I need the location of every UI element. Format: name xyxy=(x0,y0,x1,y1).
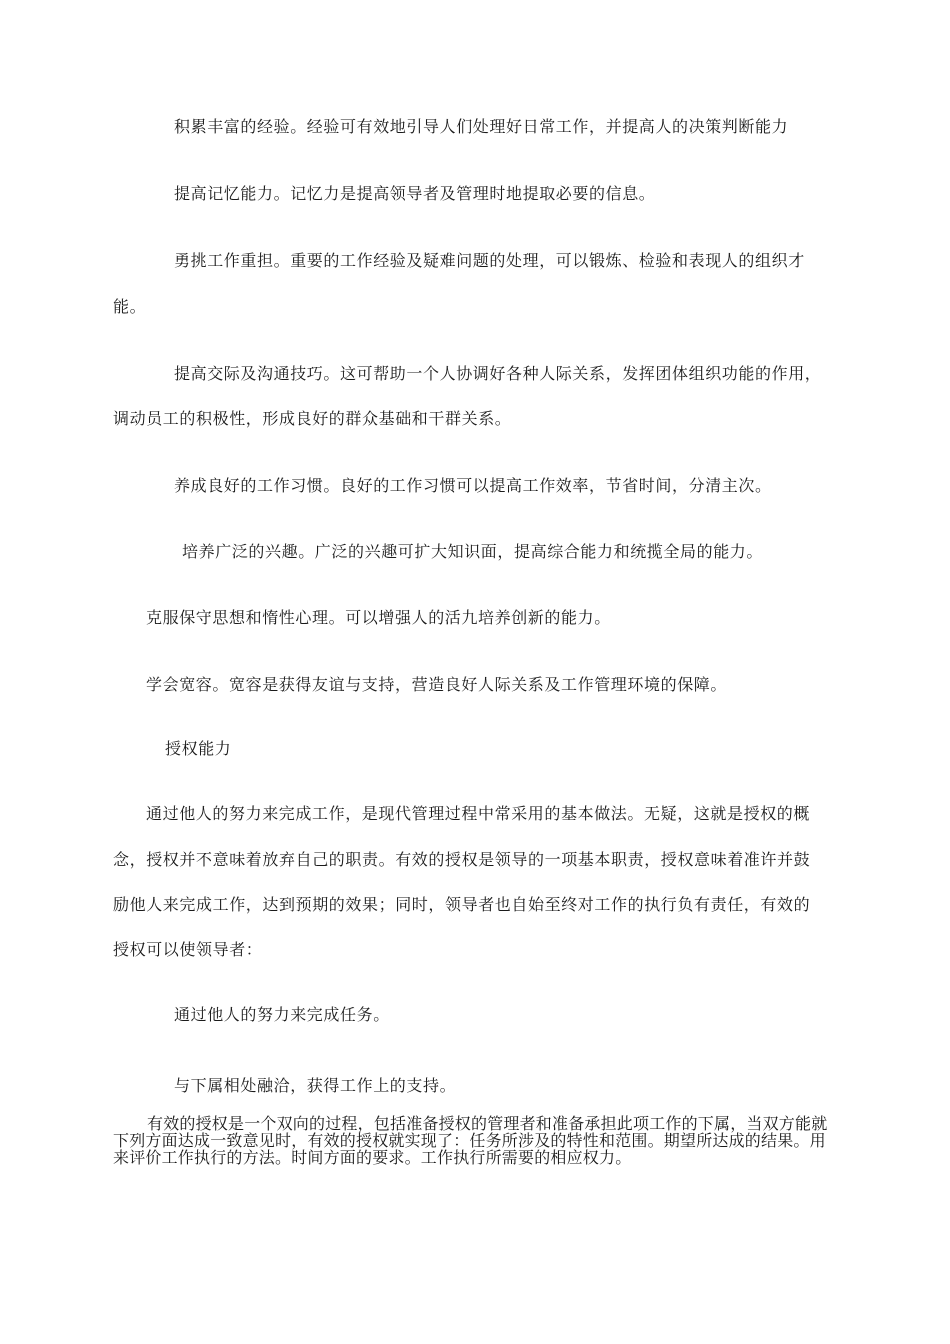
paragraph-delegation-line-3: 励他人来完成工作，达到预期的效果；同时，领导者也自始至终对工作的执行负有责任，有效的 xyxy=(113,895,811,914)
paragraph-delegation-line-4: 授权可以使领导者： xyxy=(113,940,263,959)
paragraph-communication-line-1: 提高交际及沟通技巧。这可帮助一个人协调好各种人际关系，发挥团体组织功能的作用， xyxy=(174,364,822,383)
list-item-get-support: 与下属相处融洽，获得工作上的支持。 xyxy=(174,1076,457,1095)
paragraph-overcome-conservatism: 克服保守思想和惰性心理。可以增强人的活九培养创新的能力。 xyxy=(146,608,611,627)
paragraph-tolerance: 学会宽容。宽容是获得友谊与支持，营造良好人际关系及工作管理环境的保障。 xyxy=(146,675,728,694)
paragraph-interests: 培养广泛的兴趣。广泛的兴趣可扩大知识面，提高综合能力和统揽全局的能力。 xyxy=(182,542,764,561)
paragraph-responsibility-line-1: 勇挑工作重担。重要的工作经验及疑难问题的处理，可以锻炼、检验和表现人的组织才 xyxy=(174,251,805,270)
paragraph-responsibility-line-2: 能。 xyxy=(113,297,147,316)
paragraph-communication-line-2: 调动员工的积极性，形成良好的群众基础和干群关系。 xyxy=(113,409,512,428)
paragraph-delegation-line-1: 通过他人的努力来完成工作，是现代管理过程中常采用的基本做法。无疑，这就是授权的概 xyxy=(146,804,811,823)
paragraph-effective-delegation: 有效的授权是一个双向的过程，包括准备授权的管理者和准备承担此项工作的下属，当双方能就下列方面达成一致意见时，有效的授权就实现了：任务所涉及的特性和范围。期望所达成的结果。用来评价工作执行的方法。时间方面的要求。工作执行所需要的相应权力。 xyxy=(113,1114,828,1167)
paragraph-memory: 提高记忆能力。记忆力是提高领导者及管理时地提取必要的信息。 xyxy=(174,184,656,203)
section-heading: 授权能力 xyxy=(165,739,232,758)
paragraph-experience: 积累丰富的经验。经验可有效地引导人们处理好日常工作，并提高人的决策判断能力 xyxy=(174,117,789,136)
list-item-complete-tasks: 通过他人的努力来完成任务。 xyxy=(174,1005,390,1024)
paragraph-work-habits: 养成良好的工作习惯。良好的工作习惯可以提高工作效率，节省时间，分清主次。 xyxy=(174,476,772,495)
paragraph-delegation-line-2: 念，授权并不意味着放弃自己的职责。有效的授权是领导的一项基本职责，授权意味着准许并鼓 xyxy=(113,850,811,869)
